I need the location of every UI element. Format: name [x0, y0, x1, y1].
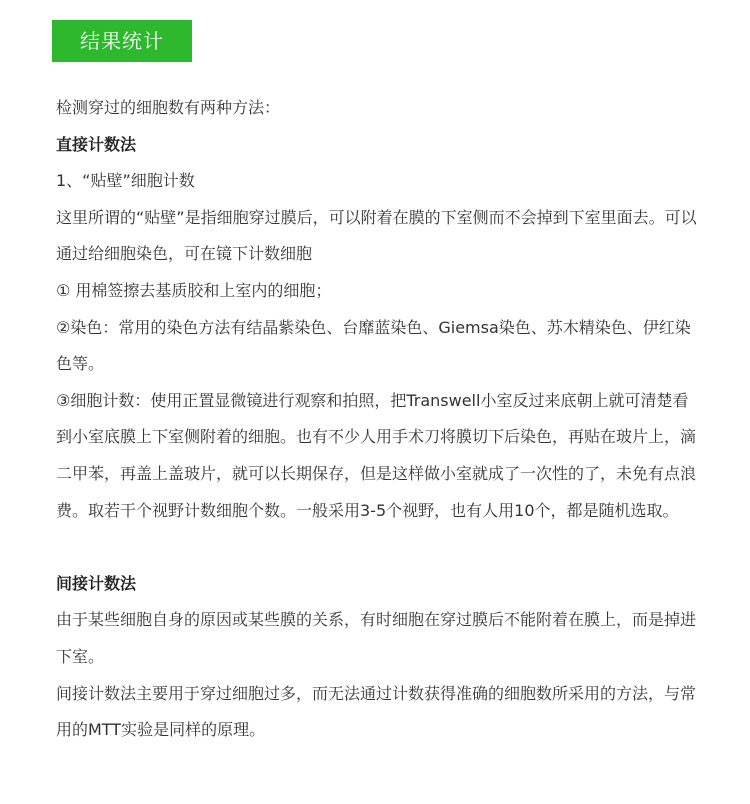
item1-title: 1、“贴壁”细胞计数 — [56, 171, 195, 191]
item1-text: 这里所谓的“贴壁”是指细胞穿过膜后，可以附着在膜的下室侧而不会掉到下室里面去。可以通过给细胞染色，可在镜下计数细胞 — [56, 207, 697, 264]
section-badge: 结果统计 — [52, 20, 192, 62]
indirect-text-1: 由于某些细胞自身的原因或某些膜的关系，有时细胞在穿过膜后不能附着在膜上，而是掉进下室。 — [56, 610, 697, 666]
step1-text: ① 用棉签擦去基质胶和上室内的细胞； — [56, 280, 332, 300]
direct-count-heading: 直接计数法 — [56, 134, 137, 154]
spacer — [56, 529, 701, 566]
intro-text: 检测穿过的细胞数有两种方法： — [56, 98, 281, 117]
step3-text: ③细胞计数：使用正置显微镜进行观察和拍照，把Transwell小室反过来底朝上就可清楚看到小室底膜上下室侧附着的细胞。也有不少人用手术刀将膜切下后染色，再贴在玻片上，滴二甲苯，再盖上盖玻片，就可以长期保存，但是这样做小室就成了一次性的了，未免有点浪费。取若干个视野计数细胞个数。一般采用3-5个视野，也有人用10个，都是随机选取。 — [56, 390, 697, 520]
article-body — [56, 90, 701, 749]
indirect-count-heading: 间接计数法 — [56, 573, 137, 593]
step2-text: ②染色：常用的染色方法有结晶紫染色、台靡蓝染色、Giemsa染色、苏木精染色、伊红染色等。 — [56, 317, 691, 374]
indirect-text-2: 间接计数法主要用于穿过细胞过多，而无法通过计数获得准确的细胞数所采用的方法，与常用的MTT实验是同样的原理。 — [56, 683, 697, 740]
